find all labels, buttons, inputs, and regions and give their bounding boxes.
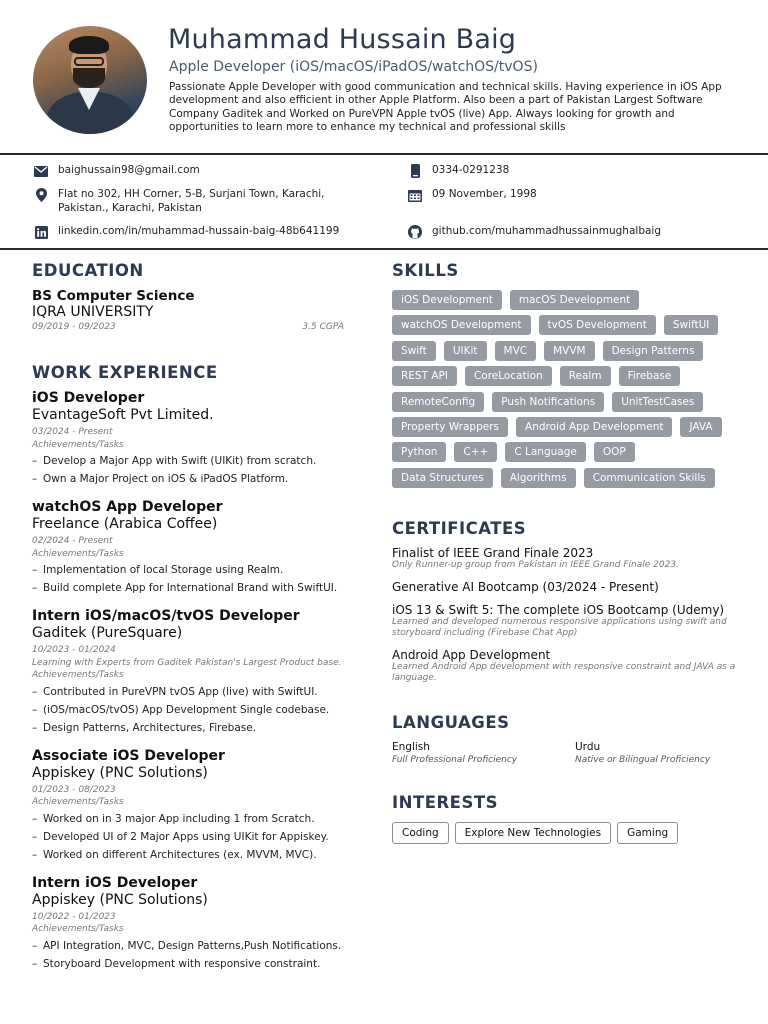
certificate-title: Android App Development — [392, 648, 551, 662]
linkedin-link[interactable]: linkedin.com/in/muhammad-hussain-baig-48b641199 — [58, 225, 340, 237]
certificate-entry — [392, 648, 742, 684]
achievements-label: Achievements/Tasks — [32, 548, 124, 559]
achievement-item — [32, 937, 362, 955]
skill-tag: Firebase — [619, 366, 681, 386]
job-company: Freelance (Arabica Coffee) — [32, 516, 218, 532]
language-proficiency: Native or Bilingual Proficiency — [575, 755, 711, 765]
skill-tag: C Language — [505, 442, 586, 462]
certificate-description: Learned Android App development with responsive constraint and JAVA as a language. — [392, 662, 736, 683]
achievements-list — [32, 810, 362, 864]
job-dates: 01/2023 - 08/2023 — [32, 784, 116, 795]
skill-tag: Design Patterns — [603, 341, 704, 361]
achievement-item — [32, 810, 362, 828]
bullet-dash: – — [32, 848, 38, 861]
achievements-list — [32, 452, 362, 488]
contact-address — [34, 188, 348, 215]
skill-tag: Python — [392, 442, 446, 462]
education-entry — [32, 288, 344, 332]
job-title: iOS Developer — [32, 390, 145, 406]
skill-tag: Push Notifications — [492, 392, 604, 412]
skill-tag: tvOS Development — [539, 315, 656, 335]
achievement-item — [32, 719, 362, 737]
job-company: Appiskey (PNC Solutions) — [32, 891, 208, 908]
achievement-text: (iOS/macOS/tvOS) App Development Single codebase. — [43, 703, 330, 716]
achievement-text: Contributed in PureVPN tvOS App (live) with SwiftUI. — [43, 685, 318, 698]
skill-tag: RemoteConfig — [392, 392, 484, 412]
profile-summary: Passionate Apple Developer with good communication and technical skills. Having experience in iOS App development and also efficient in other Apple Platform. Also been a part of Pakistan Largest Software Company Gaditek and Worked on PureVPN Apple tvOS (live) App. Always looking for growth and opportunities to learn more to enhance my technical and professional skills — [169, 81, 722, 133]
phone-text[interactable]: 0334-0291238 — [432, 164, 510, 176]
job-entry — [32, 748, 362, 864]
dob-text: 09 November, 1998 — [432, 188, 537, 200]
work-experience-heading: WORK EXPERIENCE — [32, 363, 218, 382]
job-title: Intern iOS/macOS/tvOS Developer — [32, 608, 300, 624]
achievement-item — [32, 828, 362, 846]
interests-list — [392, 822, 684, 844]
job-company: EvantageSoft Pvt Limited. — [32, 407, 214, 423]
job-entry — [32, 499, 362, 597]
interest-tag: Explore New Technologies — [455, 822, 611, 844]
achievement-text: API Integration, MVC, Design Patterns,Push Notifications. — [43, 939, 342, 952]
location-pin-icon — [34, 188, 48, 202]
certificate-entry — [392, 603, 742, 639]
certificate-title: iOS 13 & Swift 5: The complete iOS Bootcamp (Udemy) — [392, 603, 725, 617]
work-experience-list — [32, 390, 362, 984]
language-entry — [575, 740, 758, 767]
achievement-item — [32, 701, 362, 719]
job-title: watchOS App Developer — [32, 499, 223, 515]
job-note: Learning with Experts from Gaditek Pakistan's Largest Product base. — [32, 657, 342, 668]
achievement-item — [32, 955, 362, 973]
contact-github[interactable] — [408, 225, 661, 239]
github-icon — [408, 225, 422, 239]
bullet-dash: – — [32, 830, 38, 843]
education-heading: EDUCATION — [32, 261, 144, 280]
job-dates: 03/2024 - Present — [32, 427, 113, 437]
achievement-text: Implementation of local Storage using Realm. — [43, 564, 284, 576]
skill-tag: CoreLocation — [465, 366, 552, 386]
bullet-dash: – — [32, 721, 38, 734]
job-title: Associate iOS Developer — [32, 747, 225, 764]
degree-title: BS Computer Science — [32, 288, 195, 304]
certificate-entry — [392, 580, 742, 594]
skill-tag: JAVA — [680, 417, 721, 437]
achievements-label: Achievements/Tasks — [32, 924, 124, 934]
job-entry — [32, 875, 362, 973]
achievement-text: Worked on in 3 major App including 1 from Scratch. — [43, 812, 315, 825]
achievement-item — [32, 452, 362, 470]
achievement-text: Develop a Major App with Swift (UIKit) from scratch. — [43, 455, 317, 467]
job-dates: 10/2023 - 01/2024 — [32, 645, 116, 655]
bullet-dash: – — [32, 812, 38, 825]
skill-tag: MVC — [495, 341, 537, 361]
bullet-dash: – — [32, 455, 38, 467]
achievement-text: Build complete App for International Brand with SwiftUI. — [43, 582, 338, 594]
job-dates: 10/2022 - 01/2023 — [32, 911, 116, 922]
contact-dob — [408, 188, 537, 202]
github-link[interactable]: github.com/muhammadhussainmughalbaig — [432, 225, 661, 237]
contact-linkedin[interactable] — [34, 225, 339, 239]
bullet-dash: – — [32, 564, 38, 576]
achievement-item — [32, 579, 362, 597]
job-title: Intern iOS Developer — [32, 874, 198, 891]
achievement-item — [32, 470, 362, 488]
language-name: English — [392, 741, 430, 753]
certificates-list — [392, 546, 742, 693]
bullet-dash: – — [32, 582, 38, 594]
achievement-text: Developed UI of 2 Major Apps using UIKit for Appiskey. — [43, 830, 329, 843]
achievements-label: Achievements/Tasks — [32, 797, 124, 807]
achievement-item — [32, 846, 362, 864]
education-dates: 09/2019 - 09/2023 — [32, 322, 116, 332]
languages-list — [392, 740, 758, 767]
skill-tag: OOP — [594, 442, 635, 462]
certificate-description: Only Runner-up group from Pakistan in IEEE Grand Finale 2023. — [392, 560, 679, 570]
candidate-title: Apple Developer (iOS/macOS/iPadOS/watchOS/tvOS) — [169, 59, 538, 75]
achievements-list — [32, 937, 362, 973]
candidate-name: Muhammad Hussain Baig — [168, 24, 517, 55]
achievement-item — [32, 683, 362, 701]
achievement-text: Storyboard Development with responsive constraint. — [43, 957, 321, 970]
job-company: Appiskey (PNC Solutions) — [32, 764, 208, 781]
phone-icon — [408, 164, 422, 178]
skill-tag: Data Structures — [392, 468, 493, 488]
achievement-text: Worked on different Architectures (ex. MVVM, MVC). — [43, 848, 317, 861]
achievements-label: Achievements/Tasks — [32, 670, 124, 680]
achievement-item — [32, 561, 362, 579]
profile-photo — [33, 26, 147, 134]
skill-tag: Property Wrappers — [392, 417, 508, 437]
skill-tag: Algorithms — [501, 468, 576, 488]
mail-icon — [34, 164, 48, 178]
job-entry — [32, 608, 362, 737]
resume-header — [0, 0, 768, 154]
bullet-dash: – — [32, 703, 38, 716]
linkedin-icon — [34, 225, 48, 239]
bullet-dash: – — [32, 939, 38, 952]
skill-tag: Swift — [392, 341, 436, 361]
header-divider — [0, 153, 768, 155]
skill-tag: Realm — [560, 366, 611, 386]
interest-tag: Gaming — [617, 822, 678, 844]
skill-tag: UIKit — [444, 341, 487, 361]
achievements-label: Achievements/Tasks — [32, 439, 124, 450]
skills-heading: SKILLS — [392, 261, 459, 280]
achievements-list — [32, 561, 362, 597]
skill-tag: REST API — [392, 366, 457, 386]
education-meta — [32, 322, 344, 332]
skill-tag: iOS Development — [392, 290, 502, 310]
language-entry — [392, 740, 575, 767]
job-dates: 02/2024 - Present — [32, 536, 113, 546]
education-grade: 3.5 CGPA — [302, 322, 344, 332]
skill-tag: watchOS Development — [392, 315, 531, 335]
address-text: Flat no 302, HH Corner, 5-B, Surjani Town, Karachi, Pakistan., Karachi, Pakistan — [58, 188, 325, 214]
achievements-list — [32, 683, 362, 737]
skill-tag: Android App Development — [516, 417, 672, 437]
skill-tag: Communication Skills — [584, 468, 715, 488]
skill-tag: UnitTestCases — [612, 392, 703, 412]
certificate-title: Generative AI Bootcamp (03/2024 - Present) — [392, 580, 659, 594]
achievement-text: Own a Major Project on iOS & iPadOS Platform. — [43, 473, 289, 485]
certificate-title: Finalist of IEEE Grand Finale 2023 — [392, 546, 594, 560]
skills-list — [392, 290, 732, 493]
bullet-dash: – — [32, 957, 38, 970]
contact-divider — [0, 248, 768, 250]
language-name: Urdu — [575, 741, 601, 753]
skill-tag: macOS Development — [510, 290, 639, 310]
calendar-icon — [408, 188, 422, 202]
skill-tag: MVVM — [544, 341, 594, 361]
job-company: Gaditek (PureSquare) — [32, 625, 183, 641]
contact-phone[interactable] — [408, 164, 509, 178]
interest-tag: Coding — [392, 822, 449, 844]
bullet-dash: – — [32, 685, 38, 698]
job-entry — [32, 390, 362, 488]
certificate-description: Learned and developed numerous responsive applications using swift and storyboard including (Firebase Chat App) — [392, 617, 727, 638]
school-name: IQRA UNIVERSITY — [32, 304, 154, 320]
languages-heading: LANGUAGES — [392, 713, 510, 732]
bullet-dash: – — [32, 473, 38, 485]
language-proficiency: Full Professional Proficiency — [392, 755, 518, 765]
certificates-heading: CERTIFICATES — [392, 519, 527, 538]
contact-email[interactable] — [34, 164, 200, 178]
skill-tag: C++ — [454, 442, 497, 462]
achievement-text: Design Patterns, Architectures, Firebase. — [43, 721, 257, 734]
skill-tag: SwiftUI — [664, 315, 719, 335]
certificate-entry — [392, 546, 742, 571]
email-text[interactable]: baighussain98@gmail.com — [58, 164, 200, 176]
interests-heading: INTERESTS — [392, 793, 498, 812]
